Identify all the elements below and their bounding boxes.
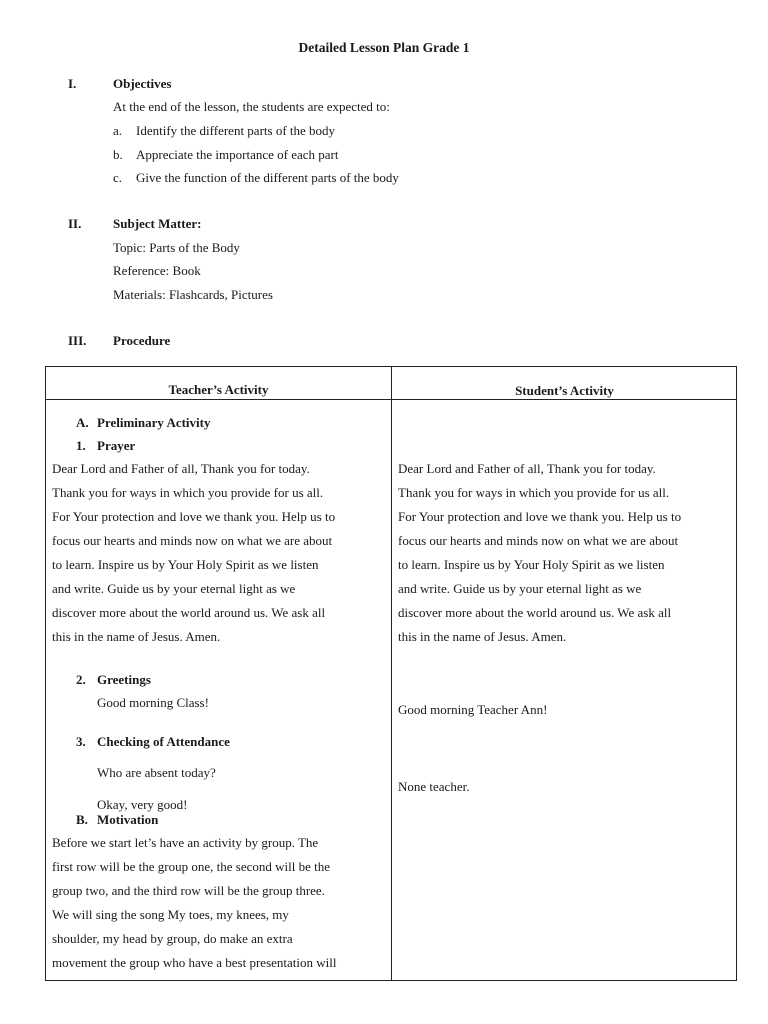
teacher-activity-header: Teacher’s Activity [168,382,269,397]
student-attendance-answer: None teacher. [398,779,470,794]
teacher-prayer [52,457,335,649]
objectives-heading: Objectives [113,76,172,91]
teacher-motivation-line: group two, and the third row will be the group three. [52,883,325,898]
teacher-prayer-line: to learn. Inspire us by Your Holy Spirit as we listen [52,557,319,572]
objective-item: Identify the different parts of the body [136,123,336,138]
subject-matter-numeral: II. [68,216,82,231]
teacher-motivation-line: shoulder, my head by group, do make an extra [52,931,293,946]
subject-matter-heading: Subject Matter: [113,216,202,231]
student-prayer-line: focus our hearts and minds now on what we are about [398,533,679,548]
header-divider [46,399,736,400]
student-greeting: Good morning Teacher Ann! [398,702,548,717]
column-divider [391,367,392,980]
procedure-table [45,366,737,981]
materials-text: Materials: Flashcards, Pictures [113,287,273,302]
student-prayer-line: discover more about the world around us. We ask all [398,605,672,620]
student-prayer-line: For Your protection and love we thank you. Help us to [398,509,682,524]
motivation-heading: Motivation [97,812,159,827]
teacher-prayer-line: For Your protection and love we thank you. Help us to [52,509,336,524]
teacher-prayer-line: Thank you for ways in which you provide for us all. [52,485,324,500]
teacher-motivation-line: movement the group who have a best presentation will [52,955,337,970]
objective-item: Give the function of the different parts of the body [136,170,399,185]
teacher-prayer-line: discover more about the world around us. We ask all [52,605,326,620]
teacher-attendance-question: Who are absent today? [97,765,216,780]
attendance-number: 3. [76,734,86,749]
teacher-greeting: Good morning Class! [97,695,209,710]
teacher-motivation-line: We will sing the song My toes, my knees, my [52,907,289,922]
teacher-prayer-line: this in the name of Jesus. Amen. [52,629,221,644]
teacher-motivation [52,831,336,975]
objective-letter: b. [113,147,123,162]
prayer-heading: Prayer [97,438,136,453]
teacher-attendance-response: Okay, very good! [97,797,188,812]
procedure-numeral: III. [68,333,87,348]
student-prayer-line: Thank you for ways in which you provide for us all. [398,485,670,500]
procedure-heading: Procedure [113,333,171,348]
student-activity-header: Student’s Activity [515,383,614,398]
student-prayer-line: Dear Lord and Father of all, Thank you for today. [398,461,656,476]
attendance-heading: Checking of Attendance [97,734,230,749]
greetings-heading: Greetings [97,672,151,687]
teacher-prayer-line: focus our hearts and minds now on what we are about [52,533,333,548]
teacher-motivation-line: first row will be the group one, the second will be the [52,859,330,874]
topic-text: Topic: Parts of the Body [113,240,240,255]
objective-letter: c. [113,170,123,185]
objectives-numeral: I. [68,76,77,91]
teacher-prayer-line: and write. Guide us by your eternal light as we [52,581,296,596]
document-title: Detailed Lesson Plan Grade 1 [298,40,470,55]
teacher-motivation-line: Before we start let’s have an activity by group. The [52,835,319,850]
preliminary-heading: Preliminary Activity [97,415,211,430]
student-prayer [398,457,681,649]
student-prayer-line: to learn. Inspire us by Your Holy Spirit as we listen [398,557,665,572]
reference-text: Reference: Book [113,263,201,278]
motivation-letter: B. [76,812,88,827]
objective-letter: a. [113,123,123,138]
student-prayer-line: this in the name of Jesus. Amen. [398,629,567,644]
prayer-number: 1. [76,438,86,453]
greetings-number: 2. [76,672,86,687]
preliminary-letter: A. [76,415,89,430]
student-prayer-line: and write. Guide us by your eternal light as we [398,581,642,596]
teacher-prayer-line: Dear Lord and Father of all, Thank you for today. [52,461,310,476]
objective-item: Appreciate the importance of each part [136,147,339,162]
objectives-intro: At the end of the lesson, the students are expected to: [113,99,390,114]
